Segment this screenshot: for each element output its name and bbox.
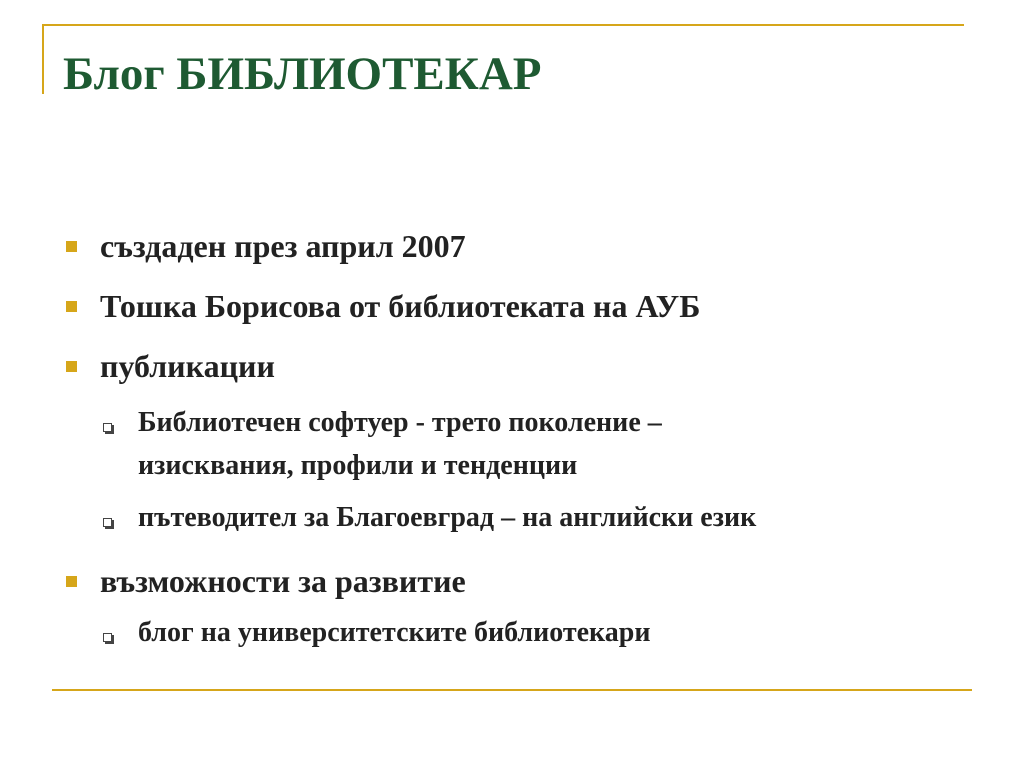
bullet-development: възможности за развитие bbox=[100, 563, 466, 599]
hollow-square-bullet-icon bbox=[103, 423, 112, 432]
subbullet-software-line1: Библиотечен софтуер - трето поколение – bbox=[138, 407, 662, 438]
bullet-publications: публикации bbox=[100, 348, 275, 384]
square-bullet-icon bbox=[66, 361, 77, 372]
square-bullet-icon bbox=[66, 576, 77, 587]
subbullet-university-blog: блог на университетските библиотекари bbox=[138, 617, 651, 648]
slide-title: Блог БИБЛИОТЕКАР bbox=[63, 48, 542, 100]
subbullet-guide: пътеводител за Благоевград – на английски език bbox=[138, 502, 757, 533]
bullet-created: създаден през април 2007 bbox=[100, 228, 466, 264]
square-bullet-icon bbox=[66, 241, 77, 252]
square-bullet-icon bbox=[66, 301, 77, 312]
bottom-rule bbox=[52, 689, 972, 691]
subbullet-software-line2: изисквания, профили и тенденции bbox=[138, 450, 578, 481]
hollow-square-bullet-icon bbox=[103, 518, 112, 527]
hollow-square-bullet-icon bbox=[103, 633, 112, 642]
bullet-author: Тошка Борисова от библиотеката на АУБ bbox=[100, 288, 701, 324]
